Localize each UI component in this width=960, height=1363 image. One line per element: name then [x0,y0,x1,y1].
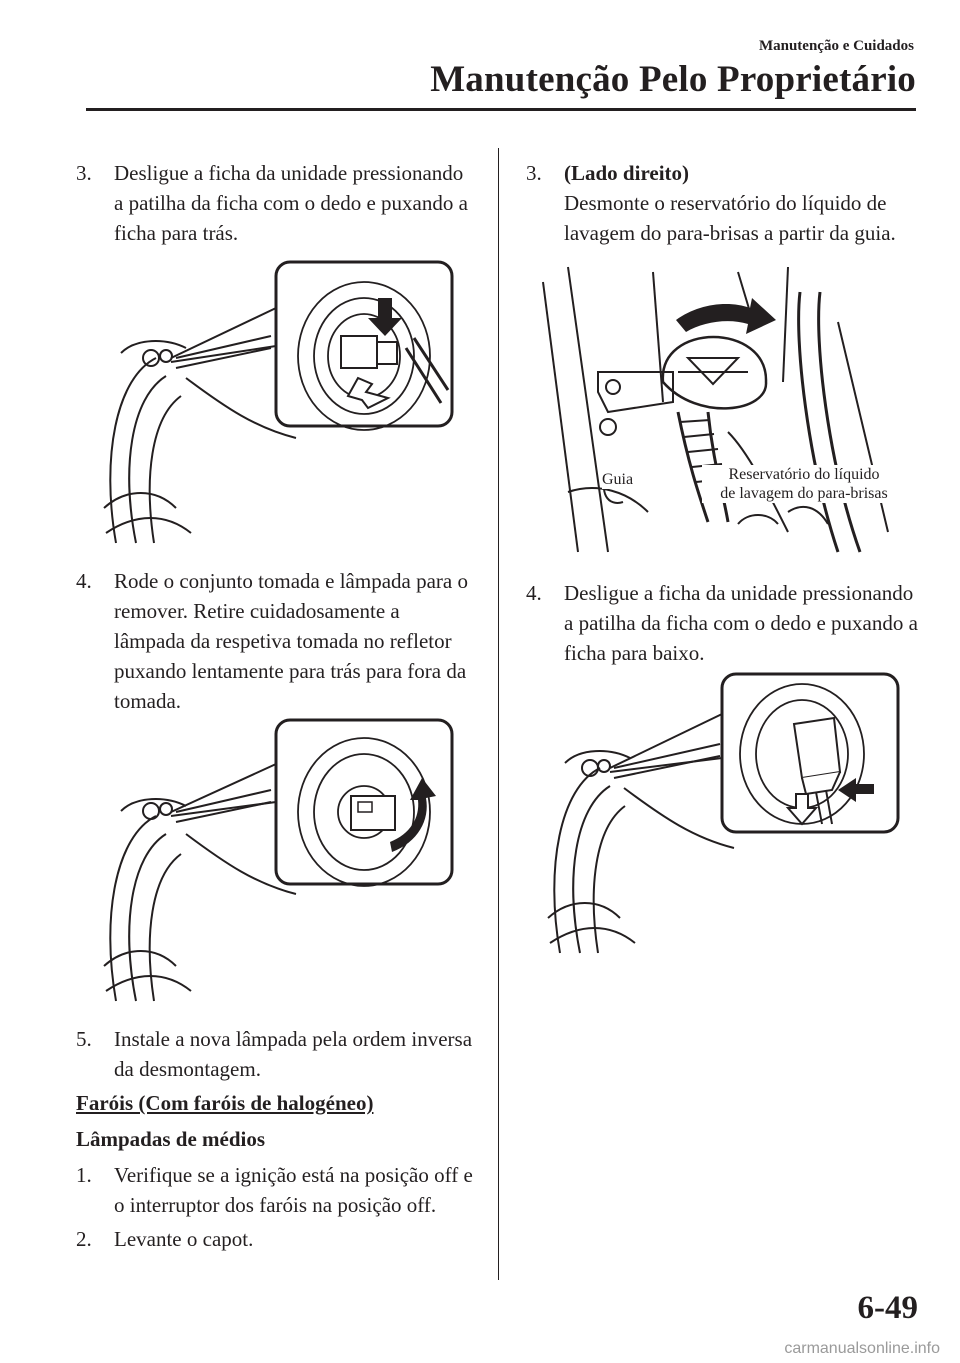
watermark: carmanualsonline.info [784,1340,940,1357]
left-step-4 [76,566,476,716]
step-text: Levante o capot. [114,1227,254,1251]
left-step-1 [76,1160,476,1220]
section-label: Manutenção e Cuidados [758,38,914,54]
step-number: 2. [76,1227,92,1251]
heading-low-beam: Lâmpadas de médios [76,1127,266,1151]
step-title: (Lado direito) [564,161,690,185]
page-number: 6-49 [857,1290,918,1326]
figure-connector-unplug-down [540,668,902,958]
step-number: 3. [526,161,542,185]
step-text: Desligue a ficha da unidade pressionando a patilha da ficha com o dedo e puxando a ficha para trás. [114,161,468,245]
step-text: Rode o conjunto tomada e lâmpada para o remover. Retire cuidadosamente a lâmpada da respetiva tomada no refletor puxando lentamente para trás para fora da tomada. [114,569,468,713]
right-step-3 [526,158,926,248]
left-step-3 [76,158,476,248]
column-divider [498,148,499,1280]
step-text: Desligue a ficha da unidade pressionando a patilha da ficha com o dedo e puxando a ficha para baixo. [564,581,918,665]
step-body: Desmonte o reservatório do líquido de lavagem do para-brisas a partir da guia. [564,191,896,245]
label-line: Reservatório do líquido [702,465,906,484]
step-text: Instale a nova lâmpada pela ordem inversa da desmontagem. [114,1027,473,1081]
step-number: 5. [76,1027,92,1051]
heading-headlights: Faróis (Com faróis de halogéneo) [76,1091,374,1115]
figure-rotate-socket [96,716,458,1006]
step-number: 4. [76,569,92,593]
step-number: 1. [76,1163,92,1187]
step-number: 4. [526,581,542,605]
figure-washer-reservoir [538,262,890,554]
figure-label-reservoir [702,465,906,503]
page-title: Manutenção Pelo Proprietário [430,59,916,100]
label-line: de lavagem do para-brisas [702,484,906,503]
right-step-4 [526,578,926,668]
step-text: Verifique se a ignição está na posição off e o interruptor dos faróis na posição off. [114,1163,473,1217]
left-step-2 [76,1224,476,1254]
step-text [564,158,926,248]
figure-label-guide: Guia [602,471,634,488]
header-rule [86,108,916,111]
figure-connector-unplug [96,258,458,548]
step-number: 3. [76,161,92,185]
left-step-5 [76,1024,476,1084]
